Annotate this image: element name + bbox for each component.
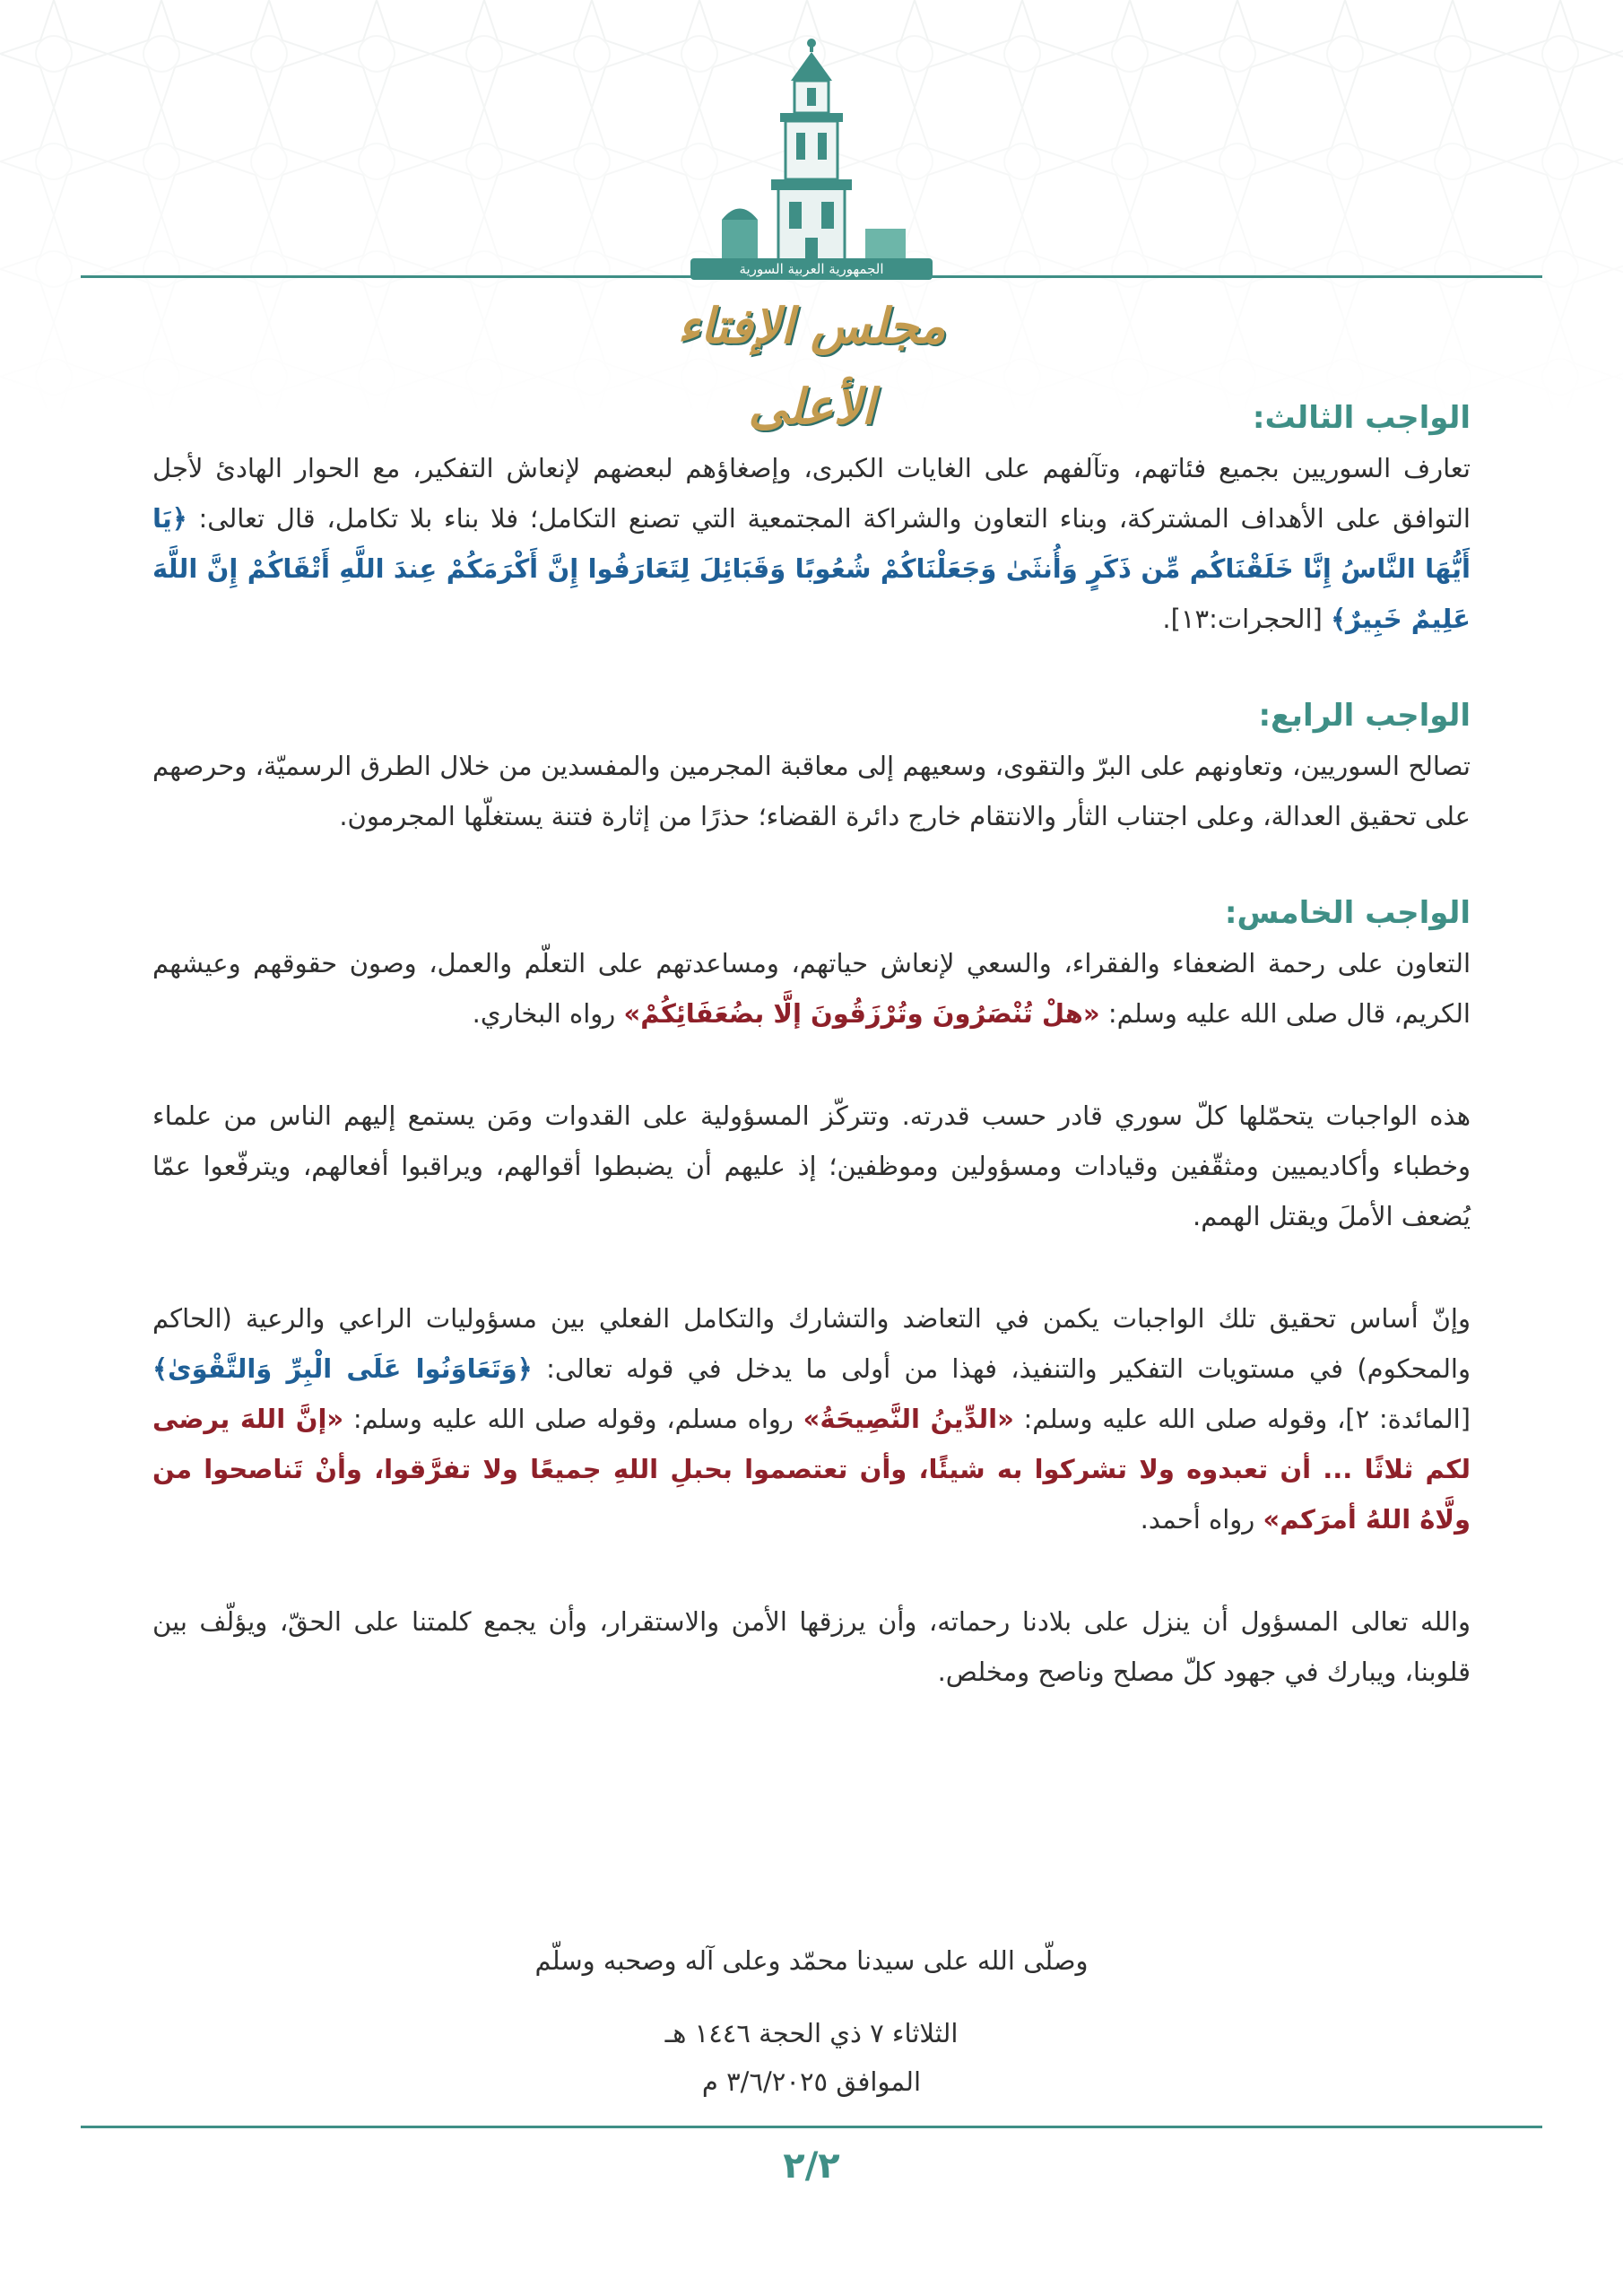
- hadith-reference: رواه البخاري.: [472, 998, 624, 1029]
- hadith-muslim: «الدِّينُ النَّصِيحَةُ»: [803, 1404, 1014, 1434]
- logo-country-band: الجمهورية العربية السورية: [690, 258, 933, 280]
- basis-ref-1: [المائدة: ٢]، وقوله صلى الله عليه وسلم:: [1013, 1404, 1471, 1434]
- header-divider-left: [81, 275, 699, 278]
- basis-ref-3: رواه أحمد.: [1140, 1504, 1263, 1535]
- section-heading-fifth-duty: الواجب الخامس:: [1224, 895, 1471, 931]
- quran-verse-maida: ﴿وَتَعَاوَنُوا عَلَى الْبِرِّ وَالتَّقْوَىٰ﴾: [152, 1353, 533, 1384]
- gregorian-date: الموافق ٣/٦/٢٠٢٥ م: [701, 2066, 922, 2097]
- responsibility-paragraph: هذه الواجبات يتحمّلها كلّ سوري قادر حسب قدرته. وتتركّز المسؤولية على القدوات ومَن يستمع إليهم الناس من علماء وخطباء وأكاديميين ومثقّفين وقيادات ومسؤولين وموظفين؛ إذ عليهم أن يضبطوا أقوالهم، ويراقبوا أفعالهم، ويترفّعوا عمّا يُضعف الأملَ ويقتل الهمم.: [152, 1100, 1471, 1231]
- basis-paragraph: [152, 1293, 1471, 1544]
- basis-ref-2: رواه مسلم، وقوله صلى الله عليه وسلم:: [343, 1404, 803, 1434]
- footer-divider: [81, 2126, 1542, 2128]
- closing-salutation: وصلّى الله على سيدنا محمّد وعلى آله وصحبه وسلّم: [534, 1945, 1089, 1976]
- logo-title: مجلس الإفتاء الأعلى: [677, 297, 946, 435]
- prayer-paragraph: والله تعالى المسؤول أن ينزل على بلادنا رحماته، وأن يرزقها الأمن والاستقرار، وأن يجمع كلمتنا على الحقّ، ويؤلّف بين قلوبنا، ويبارك في جهود كلّ مصلح وناصح ومخلص.: [152, 1606, 1471, 1687]
- third-duty-paragraph: [152, 443, 1471, 644]
- page-number: ٢/٢: [783, 2145, 840, 2187]
- basis-intro-text: وإنّ أساس تحقيق تلك الواجبات يكمن في التعاضد والتشارك والتكامل الفعلي بين مسؤوليات الراعي والرعية (الحاكم والمحكوم) في مستويات التفكير والتنفيذ، فهذا من أولى ما يدخل في قوله تعالى:: [152, 1303, 1471, 1384]
- fifth-duty-paragraph: [152, 938, 1471, 1039]
- section-heading-third-duty: الواجب الثالث:: [1252, 400, 1471, 436]
- hijri-date: الثلاثاء ٧ ذي الحجة ١٤٤٦ هـ: [664, 2018, 959, 2048]
- quran-verse-hujurat: ﴿يَا أَيُّهَا النَّاسُ إِنَّا خَلَقْنَاكُم مِّن ذَكَرٍ وَأُنثَىٰ وَجَعَلْنَاكُمْ شُعُوبًا وَقَبَائِلَ لِتَعَارَفُوا إِنَّ أَكْرَمَكُمْ عِندَ اللَّهِ أَتْقَاكُمْ إِنَّ اللَّهَ عَلِيمٌ خَبِيرٌ﴾: [152, 503, 1471, 634]
- header-divider-right: [924, 275, 1542, 278]
- hadith-ahmad: «إنَّ اللهَ يرضى لكم ثلاثًا ... أن تعبدوه ولا تشركوا به شيئًا، وأن تعتصموا بحبلِ اللهِ جميعًا ولا تفرَّقوا، وأنْ تَناصحوا من ولَّاهُ اللهُ أمرَكم»: [152, 1404, 1471, 1535]
- fifth-duty-text: التعاون على رحمة الضعفاء والفقراء، والسعي لإنعاش حياتهم، ومساعدتهم على التعلّم والعمل، وصون حقوقهم وعيشهم الكريم، قال صلى الله عليه وسلم:: [152, 948, 1471, 1029]
- verse-reference: [الحجرات:١٣].: [1162, 604, 1332, 634]
- third-duty-text: تعارف السوريين بجميع فئاتهم، وتآلفهم على الغايات الكبرى، وإصغاؤهم لبعضهم لإنعاش التفكير، مع الحوار الهادئ لأجل التوافق على الأهداف المشتركة، وبناء التعاون والشراكة المجتمعية التي تصنع التكامل؛ فلا بناء بلا تكامل، قال تعالى:: [152, 453, 1471, 534]
- hadith-bukhari: «هلْ تُنْصَرُونَ وتُرْزَقُونَ إلَّا بضُعَفَائِكُمْ»: [623, 998, 1100, 1029]
- minaret-emblem-icon: [681, 36, 942, 278]
- document-body: [152, 393, 1471, 1697]
- section-heading-fourth-duty: الواجب الرابع:: [1258, 698, 1471, 734]
- fourth-duty-paragraph: تصالح السوريين، وتعاونهم على البرّ والتقوى، وسعيهم إلى معاقبة المجرمين والمفسدين من خلال الطرق الرسميّة، وحرصهم على تحقيق العدالة، وعلى اجتناب الثأر والانتقام خارج دائرة القضاء؛ حذرًا من إثارة فتنة يستغلّها المجرمون.: [152, 751, 1471, 831]
